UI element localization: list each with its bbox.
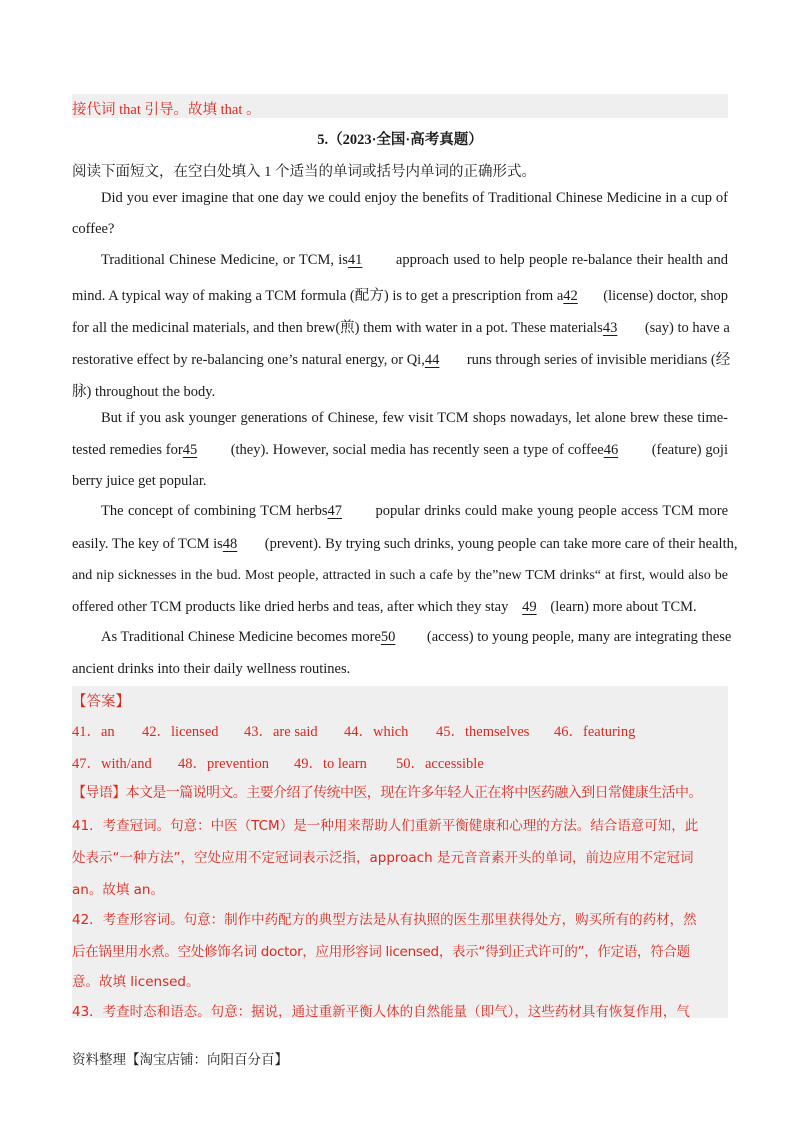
answer-item: 46．featuring [554, 724, 636, 740]
blank-50: 50 [380, 629, 396, 645]
explanation-line: 后在锅里用水煮。空处修饰名词 doctor，应用形容词 licensed，表示“得到正式许可的”，作定语，符合题 [72, 944, 690, 960]
passage-line: But if you ask younger generations of Chinese, few visit TCM shops nowadays, let alone brew these time- [101, 410, 728, 426]
passage-line: tested remedies for45 (they). However, social media has recently seen a type of coffee46 (feature) goji [72, 442, 728, 458]
blank-44: 44 [424, 352, 440, 368]
explanation-line: 意。故填 licensed。 [72, 974, 200, 990]
answer-item: 49．to learn [294, 756, 367, 772]
passage-line: restorative effect by re-balancing one’s natural energy, or Qi,44 runs through series of invisible meridians (经 [72, 352, 731, 368]
passage-line: for all the medicinal materials, and then brew(煎) them with water in a pot. These materials43 (say) to have a [72, 320, 730, 336]
blank-46: 46 [603, 442, 619, 458]
question-title: 5.（2023·全国·高考真题） [317, 132, 483, 148]
blank-47: 47 [327, 503, 342, 519]
explanation-line: 42．考查形容词。句意：制作中药配方的典型方法是从有执照的医生那里获得处方，购买所有的药材，然 [72, 912, 697, 928]
passage-line: Traditional Chinese Medicine, or TCM, is41 approach used to help people re-balance their health and [101, 252, 728, 268]
answer-item: 45．themselves [436, 724, 530, 740]
answer-item: 48．prevention [178, 756, 270, 772]
passage-line: ancient drinks into their daily wellness routines. [72, 661, 351, 677]
instruction: 阅读下面短文，在空白处填入 1 个适当的单词或括号内单词的正确形式。 [72, 164, 536, 180]
passage-line: 脉) throughout the body. [72, 384, 216, 400]
answer-heading: 【答案】 [72, 694, 130, 710]
blank-48: 48 [222, 536, 238, 552]
explanation-line: 41．考查冠词。句意：中医（TCM）是一种用来帮助人们重新平衡健康和心理的方法。结合语意可知，此 [72, 818, 699, 834]
blank-49: 49 [522, 599, 537, 615]
explanation-line: an。故填 an。 [72, 882, 164, 898]
passage-line: berry juice get popular. [72, 473, 207, 489]
passage-line: Did you ever imagine that one day we could enjoy the benefits of Traditional Chinese Medicine in a cup of [101, 190, 728, 206]
footer-source: 资料整理【淘宝店铺：向阳百分百】 [72, 1052, 288, 1068]
blank-43: 43 [602, 320, 618, 336]
explanation-line: 43．考查时态和语态。句意：据说，通过重新平衡人体的自然能量（即气），这些药材具有恢复作用，气 [72, 1004, 690, 1020]
explanation-line: 处表示“一种方法”，空处应用不定冠词表示泛指，approach 是元音音素开头的单词，前边应用不定冠词 [72, 850, 694, 866]
blank-45: 45 [182, 442, 198, 458]
answer-item: 42．licensed [142, 724, 219, 740]
passage-line: easily. The key of TCM is48 (prevent). By trying such drinks, young people can take more care of their health, [72, 536, 738, 552]
passage-line: The concept of combining TCM herbs47 popular drinks could make young people access TCM more [101, 503, 729, 519]
passage-line: offered other TCM products like dried herbs and teas, after which they stay 49 (learn) more about TCM. [72, 599, 697, 615]
answer-item: 43．are said [244, 724, 318, 740]
passage-line: coffee? [72, 221, 115, 237]
answer-item: 50．accessible [396, 756, 484, 772]
answer-item: 41．an [72, 724, 115, 740]
answer-item: 44．which [344, 724, 409, 740]
passage-line: As Traditional Chinese Medicine becomes more50 (access) to young people, many are integrating these [101, 629, 732, 645]
previous-explanation-tail: 接代词 that 引导。故填 that 。 [72, 102, 261, 118]
guide-text: 【导语】本文是一篇说明文。主要介绍了传统中医，现在许多年轻人正在将中医药融入到日常健康生活中。 [72, 785, 702, 801]
blank-42: 42 [563, 288, 578, 304]
blank-41: 41 [347, 252, 363, 268]
answer-item: 47．with/and [72, 756, 152, 772]
passage-line: and nip sicknesses in the bud. Most people, attracted in such a cafe by the”new TCM drinks“ at first, would also be [72, 568, 728, 583]
passage-line: mind. A typical way of making a TCM formula (配方) is to get a prescription from a42 (license) doctor, shop [72, 288, 728, 304]
